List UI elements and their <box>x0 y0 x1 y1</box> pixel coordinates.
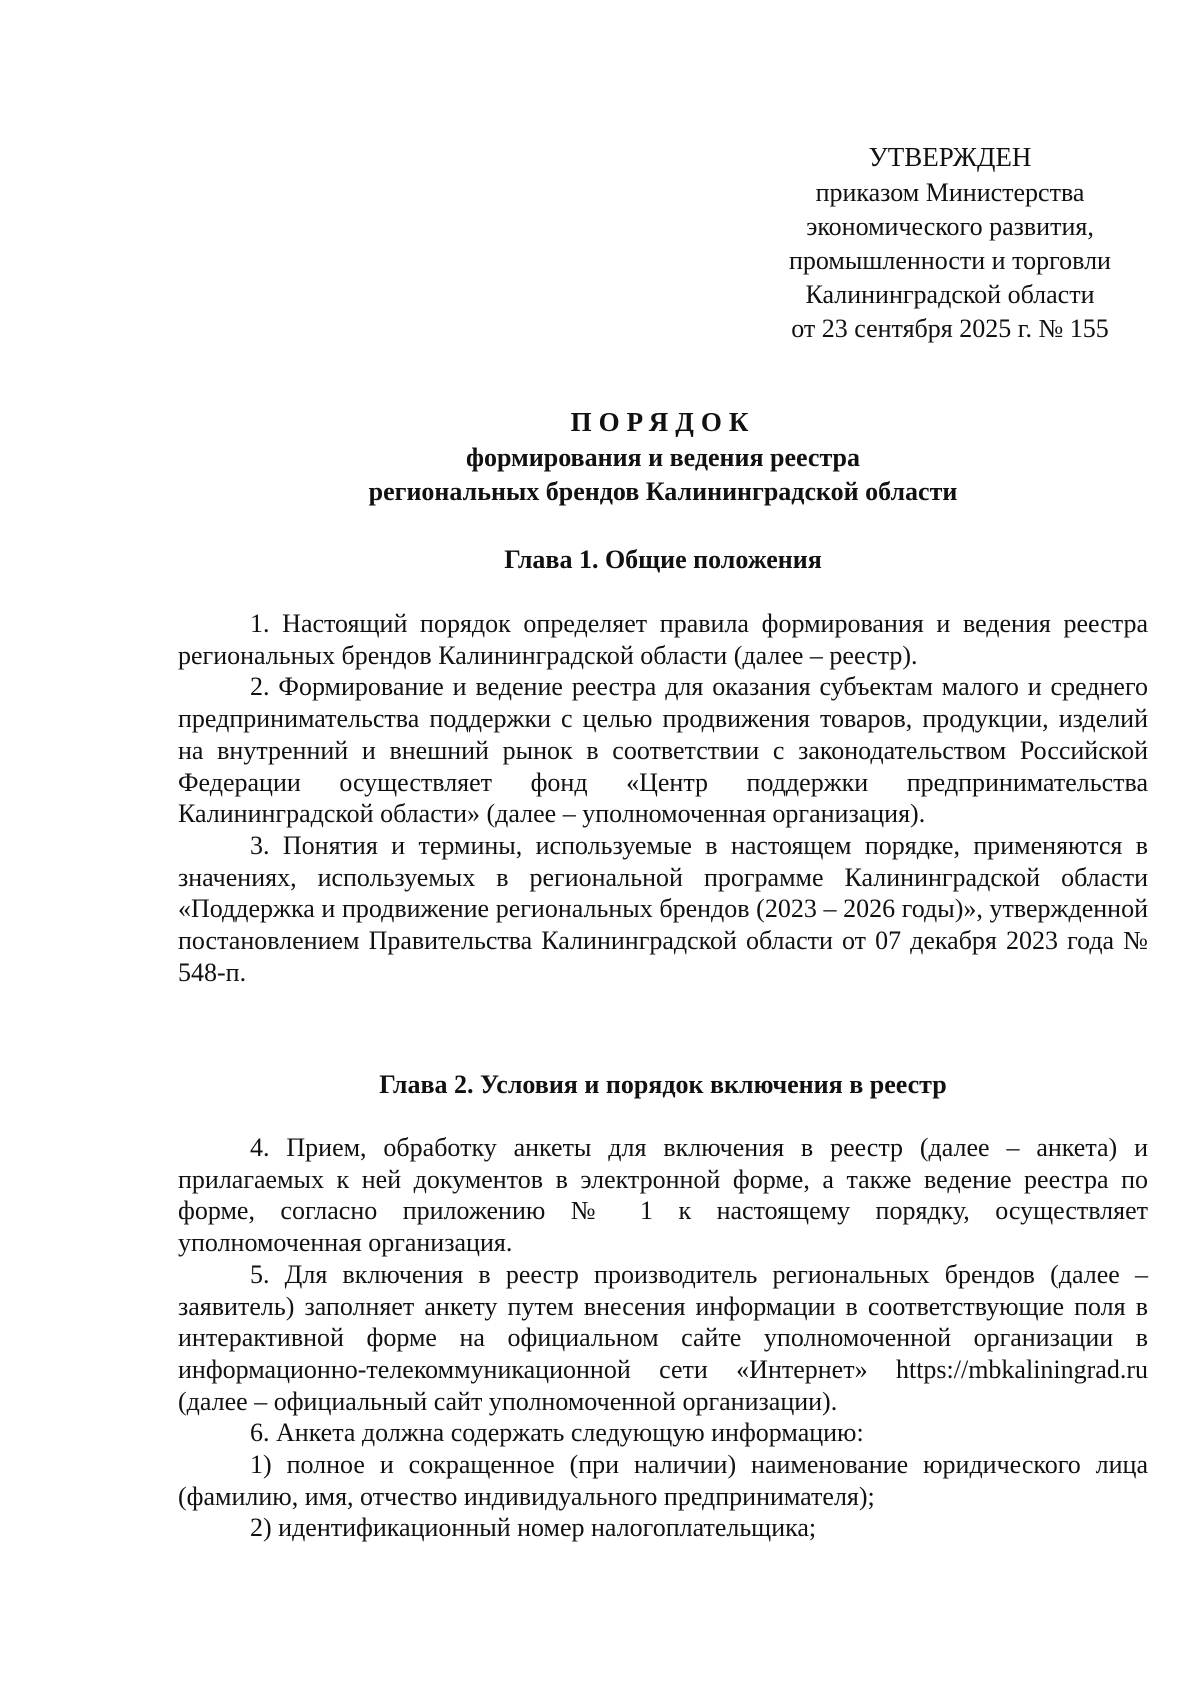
approval-line: экономического развития, <box>806 212 1094 241</box>
document-title-block <box>178 405 1148 509</box>
list-item: 1) полное и сокращенное (при наличии) наименование юридического лица (фамилию, имя, отчество индивидуального предпринимателя); <box>178 1450 1148 1511</box>
paragraph: 5. Для включения в реестр производитель региональных брендов (далее – заявитель) заполняет анкету путем внесения информации в соответствующие поля в интерактивной форме на официальном сайте уполномоченной организации в информационно-телекоммуникационной сети «Интернет» https://mbkaliningrad.ru (далее – официальный сайт уполномоченной организации). <box>178 1259 1148 1416</box>
approval-line: промышленности и торговли <box>789 246 1111 275</box>
document-subtitle: региональных брендов Калининградской области <box>368 477 958 506</box>
approval-line: от 23 сентября 2025 г. № 155 <box>791 314 1109 343</box>
paragraph: 4. Прием, обработку анкеты для включения в реестр (далее – анкета) и прилагаемых к ней документов в электронной форме, а также ведение реестра по форме, согласно приложению № 1 к настоящему порядку, осуществляет уполномоченная организация. <box>178 1133 1148 1258</box>
approval-line: Калининградской области <box>805 280 1095 309</box>
paragraph: 1. Настоящий порядок определяет правила формирования и ведения реестра региональных брендов Калининградской области (далее – реестр). <box>178 609 1148 670</box>
chapter-2-body <box>178 1132 1148 1544</box>
paragraph: 3. Понятия и термины, используемые в настоящем порядке, применяются в значениях, используемых в региональной программе Калининградской области «Поддержка и продвижение региональных брендов (2023 – 2026 годы)», утвержденной постановлением Правительства Калининградской области от 07 декабря 2023 года № 548-п. <box>178 830 1148 987</box>
chapter-1-heading: Глава 1. Общие положения <box>504 545 822 574</box>
list-item: 2) идентификационный номер налогоплательщика; <box>250 1513 817 1543</box>
paragraph: 6. Анкета должна содержать следующую информацию: <box>250 1418 864 1448</box>
chapter-2-heading: Глава 2. Условия и порядок включения в реестр <box>379 1070 947 1099</box>
document-subtitle: формирования и ведения реестра <box>465 443 860 472</box>
approval-stamp-block <box>760 140 1140 346</box>
paragraph: 2. Формирование и ведение реестра для оказания субъектам малого и среднего предпринимательства поддержки с целью продвижения товаров, продукции, изделий на внутренний и внешний рынок в соответствии с законодательством Российской Федерации осуществляет фонд «Центр поддержки предпринимательства Калининградской области» (далее – уполномоченная организация). <box>178 672 1148 829</box>
document-title: ПОРЯДОК <box>570 407 756 437</box>
approval-heading: УТВЕРЖДЕН <box>868 142 1032 172</box>
chapter-1-body <box>178 608 1148 988</box>
approval-line: приказом Министерства <box>815 178 1085 207</box>
